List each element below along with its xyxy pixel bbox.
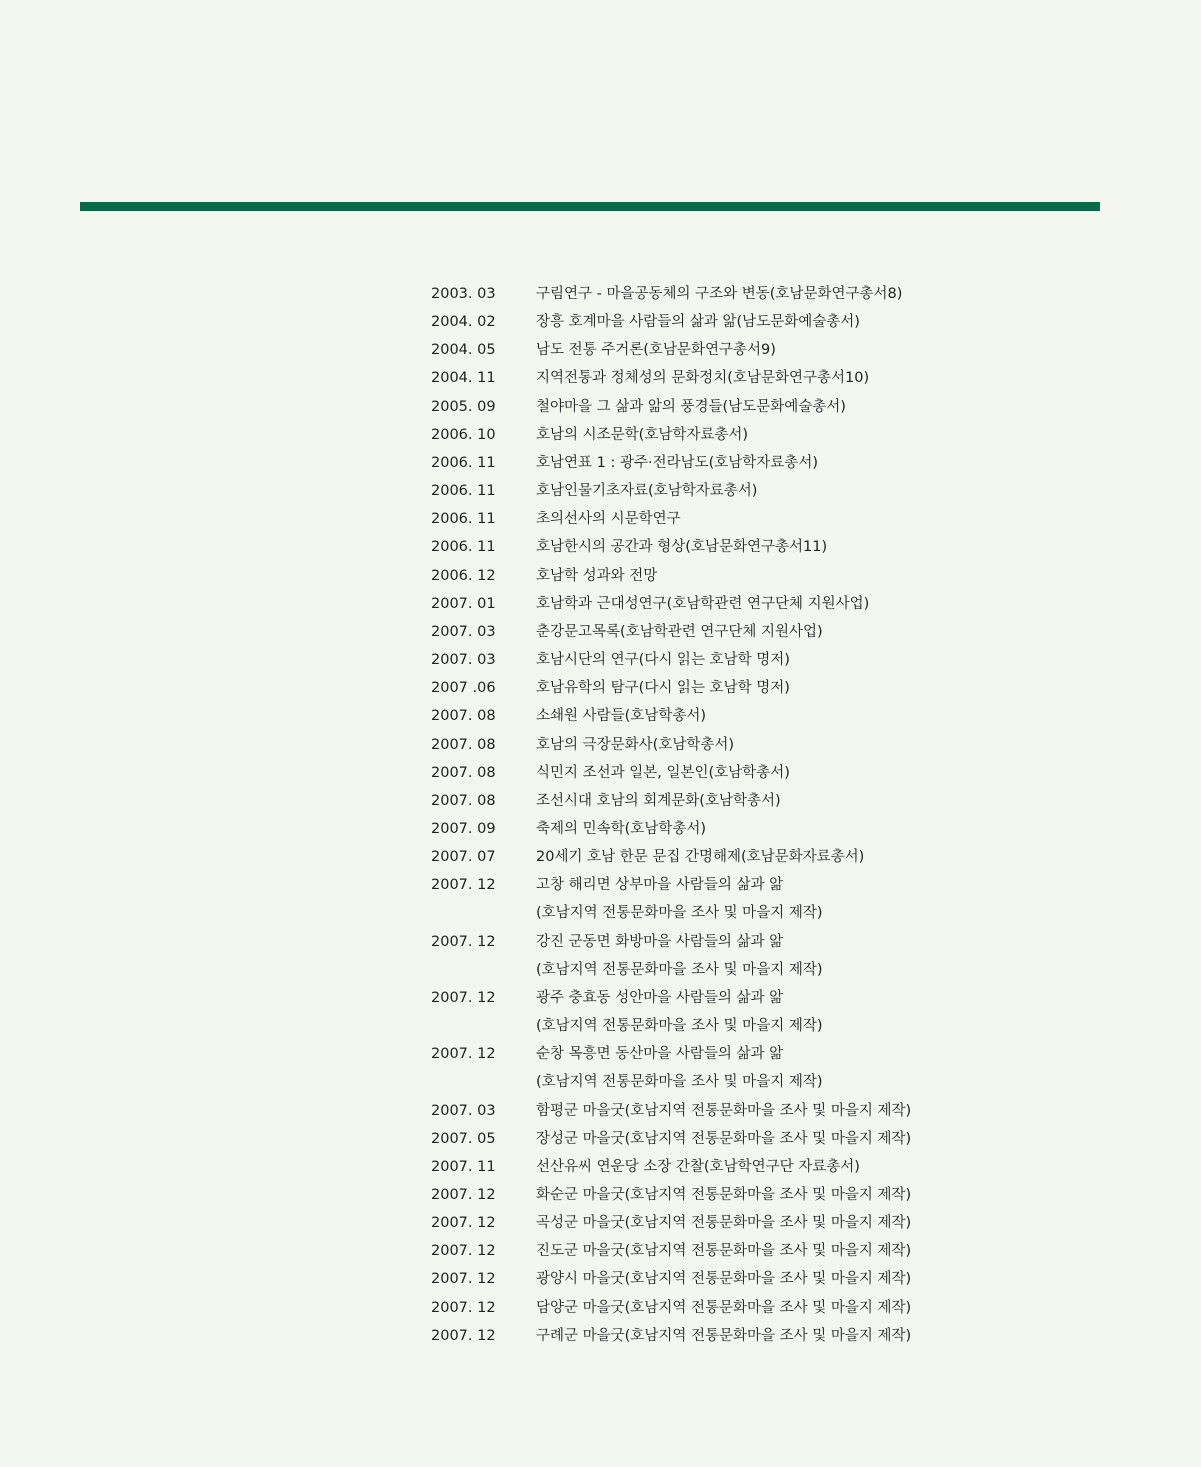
- publication-title-line: (호남지역 전통문화마을 조사 및 마을지 제작): [536, 905, 823, 922]
- publication-title-line: (호남지역 전통문화마을 조사 및 마을지 제작): [536, 1074, 823, 1091]
- publication-row: [431, 1322, 1131, 1350]
- publication-date: 2007. 12: [431, 1046, 496, 1063]
- publication-date: 2007. 12: [431, 1243, 496, 1260]
- publication-date: 2007. 08: [431, 736, 496, 753]
- publication-row: [431, 477, 1131, 505]
- publication-title-line: 광양시 마을굿(호남지역 전통문화마을 조사 및 마을지 제작): [536, 1271, 912, 1288]
- publication-title-line: 조선시대 호남의 회계문화(호남학총서): [536, 792, 781, 809]
- publication-row: [431, 646, 1131, 674]
- publication-title-line: 축제의 민속학(호남학총서): [536, 820, 706, 837]
- publication-row: [431, 533, 1131, 561]
- publication-date: 2007. 12: [431, 1215, 496, 1232]
- publication-row: [431, 364, 1131, 392]
- publication-title: [536, 787, 781, 815]
- publication-title-line: 함평군 마을굿(호남지역 전통문화마을 조사 및 마을지 제작): [536, 1102, 912, 1119]
- publication-title: [536, 871, 822, 927]
- publication-title: [536, 336, 776, 364]
- publication-row: [431, 421, 1131, 449]
- publication-date: 2007. 03: [431, 652, 496, 669]
- publication-date: 2007. 12: [431, 989, 496, 1006]
- publication-list: [431, 280, 1131, 1350]
- publication-title: [536, 1265, 911, 1293]
- publication-title: [536, 731, 734, 759]
- publication-title-line: 고창 해리면 상부마을 사람들의 삶과 앎: [536, 877, 784, 894]
- publication-row: [431, 308, 1131, 336]
- publication-title: [536, 1040, 822, 1096]
- publication-title: [536, 759, 790, 787]
- publication-row: [431, 449, 1131, 477]
- publication-row: [431, 1153, 1131, 1181]
- publication-row: [431, 1209, 1131, 1237]
- publication-title-line: 호남연표 1 : 광주·전라남도(호남학자료총서): [536, 454, 818, 471]
- publication-title: [536, 477, 757, 505]
- top-divider-bar: [80, 202, 1100, 211]
- publication-title: [536, 1209, 911, 1237]
- publication-date: 2007. 12: [431, 1271, 496, 1288]
- publication-title: [536, 1237, 911, 1265]
- publication-title-line: (호남지역 전통문화마을 조사 및 마을지 제작): [536, 1018, 823, 1035]
- publication-title-line: 호남학 성과와 전망: [536, 567, 658, 584]
- publication-title: [536, 1125, 911, 1153]
- publication-title-line: 호남유학의 탐구(다시 읽는 호남학 명저): [536, 680, 790, 697]
- publication-title-line: 광주 충효동 성안마을 사람들의 삶과 앎: [536, 989, 784, 1006]
- publication-date: 2007. 05: [431, 1130, 496, 1147]
- publication-row: [431, 505, 1131, 533]
- publication-title: [536, 928, 822, 984]
- publication-row: [431, 1265, 1131, 1293]
- publication-date: 2007. 08: [431, 708, 496, 725]
- publication-title-line: 식민지 조선과 일본, 일본인(호남학총서): [536, 764, 790, 781]
- publication-row: [431, 674, 1131, 702]
- publication-date: 2007. 12: [431, 877, 496, 894]
- publication-row: [431, 815, 1131, 843]
- publication-row: [431, 928, 1131, 984]
- publication-title: [536, 562, 657, 590]
- publication-title-line: 화순군 마을굿(호남지역 전통문화마을 조사 및 마을지 제작): [536, 1187, 912, 1203]
- publication-title-line: 철야마을 그 삶과 앎의 풍경들(남도문화예술총서): [536, 398, 846, 415]
- publication-date: 2007. 01: [431, 595, 496, 612]
- publication-title: [536, 815, 706, 843]
- publication-row: [431, 1181, 1131, 1209]
- publication-row: [431, 590, 1131, 618]
- publication-row: [431, 843, 1131, 871]
- publication-title: [536, 702, 706, 730]
- publication-date: 2007 .06: [431, 680, 496, 697]
- publication-row: [431, 1040, 1131, 1096]
- publication-row: [431, 336, 1131, 364]
- publication-row: [431, 759, 1131, 787]
- publication-date: 2006. 11: [431, 483, 496, 500]
- publication-title: [536, 449, 818, 477]
- publication-date: 2004. 05: [431, 342, 496, 359]
- publication-row: [431, 618, 1131, 646]
- publication-title: [536, 618, 823, 646]
- publication-row: [431, 871, 1131, 927]
- publication-date: 2004. 11: [431, 370, 496, 387]
- publication-title: [536, 646, 790, 674]
- publication-date: 2006. 10: [431, 426, 496, 443]
- publication-title: [536, 505, 681, 533]
- publication-title: [536, 393, 846, 421]
- publication-title-line: 초의선사의 시문학연구: [536, 511, 681, 528]
- publication-title: [536, 1322, 911, 1350]
- publication-title-line: 지역전통과 정체성의 문화정치(호남문화연구총서10): [536, 370, 870, 387]
- publication-row: [431, 1125, 1131, 1153]
- publication-title: [536, 1294, 911, 1322]
- publication-title: [536, 590, 869, 618]
- publication-row: [431, 984, 1131, 1040]
- publication-title-line: 소쇄원 사람들(호남학총서): [536, 708, 706, 725]
- publication-date: 2003. 03: [431, 286, 496, 302]
- publication-title-line: 호남인물기초자료(호남학자료총서): [536, 483, 758, 500]
- publication-date: 2006. 11: [431, 454, 496, 471]
- publication-title-line: 선산유씨 연운당 소장 간찰(호남학연구단 자료총서): [536, 1158, 860, 1175]
- publication-row: [431, 1097, 1131, 1125]
- publication-title-line: 호남한시의 공간과 형상(호남문화연구총서11): [536, 539, 828, 556]
- publication-title: [536, 308, 860, 336]
- publication-title: [536, 421, 748, 449]
- publication-title-line: (호남지역 전통문화마을 조사 및 마을지 제작): [536, 961, 823, 978]
- publication-date: 2007. 09: [431, 820, 496, 837]
- publication-title: [536, 1097, 911, 1125]
- publication-title-line: 곡성군 마을굿(호남지역 전통문화마을 조사 및 마을지 제작): [536, 1215, 912, 1232]
- publication-date: 2007. 12: [431, 933, 496, 950]
- publication-title-line: 춘강문고목록(호남학관련 연구단체 지원사업): [536, 623, 823, 640]
- publication-date: 2005. 09: [431, 398, 496, 415]
- publication-title-line: 20세기 호남 한문 문집 간명해제(호남문화자료총서): [536, 849, 865, 866]
- publication-date: 2007. 08: [431, 764, 496, 781]
- publication-title-line: 장흥 호계마을 사람들의 삶과 앎(남도문화예술총서): [536, 314, 860, 331]
- publication-title: [536, 674, 790, 702]
- publication-date: 2007. 12: [431, 1299, 496, 1316]
- publication-date: 2007. 03: [431, 1102, 496, 1119]
- publication-date: 2007. 11: [431, 1158, 496, 1175]
- publication-date: 2007. 07: [431, 849, 496, 866]
- publication-date: 2004. 02: [431, 314, 496, 331]
- publication-title: [536, 533, 827, 561]
- publication-row: [431, 280, 1131, 308]
- publication-row: [431, 787, 1131, 815]
- publication-date: 2006. 11: [431, 539, 496, 556]
- publication-date: 2007. 08: [431, 792, 496, 809]
- publication-title: [536, 984, 822, 1040]
- publication-title-line: 구례군 마을굿(호남지역 전통문화마을 조사 및 마을지 제작): [536, 1327, 912, 1344]
- publication-title-line: 진도군 마을굿(호남지역 전통문화마을 조사 및 마을지 제작): [536, 1243, 912, 1260]
- publication-title: [536, 1181, 911, 1209]
- publication-title-line: 호남시단의 연구(다시 읽는 호남학 명저): [536, 652, 790, 669]
- publication-title-line: 호남의 극장문화사(호남학총서): [536, 736, 735, 753]
- publication-title: [536, 1153, 860, 1181]
- publication-row: [431, 393, 1131, 421]
- publication-title-line: 장성군 마을굿(호남지역 전통문화마을 조사 및 마을지 제작): [536, 1130, 912, 1147]
- publication-row: [431, 562, 1131, 590]
- publication-date: 2006. 12: [431, 567, 496, 584]
- publication-row: [431, 1237, 1131, 1265]
- publication-title-line: 순창 목흥면 동산마을 사람들의 삶과 앎: [536, 1046, 784, 1063]
- publication-title-line: 담양군 마을굿(호남지역 전통문화마을 조사 및 마을지 제작): [536, 1299, 912, 1316]
- publication-title: [536, 364, 869, 392]
- publication-date: 2006. 11: [431, 511, 496, 528]
- publication-date: 2007. 12: [431, 1187, 496, 1203]
- publication-date: 2007. 12: [431, 1327, 496, 1344]
- publication-title-line: 구림연구 - 마을공동체의 구조와 변동(호남문화연구총서8): [536, 286, 903, 302]
- publication-title-line: 호남의 시조문학(호남학자료총서): [536, 426, 749, 443]
- publication-title: [536, 280, 902, 308]
- publication-row: [431, 731, 1131, 759]
- publication-title-line: 호남학과 근대성연구(호남학관련 연구단체 지원사업): [536, 595, 870, 612]
- publication-row: [431, 702, 1131, 730]
- publication-title-line: 강진 군동면 화방마을 사람들의 삶과 앎: [536, 933, 784, 950]
- publication-title: [536, 843, 864, 871]
- publication-title-line: 남도 전통 주거론(호남문화연구총서9): [536, 342, 776, 359]
- publication-row: [431, 1294, 1131, 1322]
- publication-date: 2007. 03: [431, 623, 496, 640]
